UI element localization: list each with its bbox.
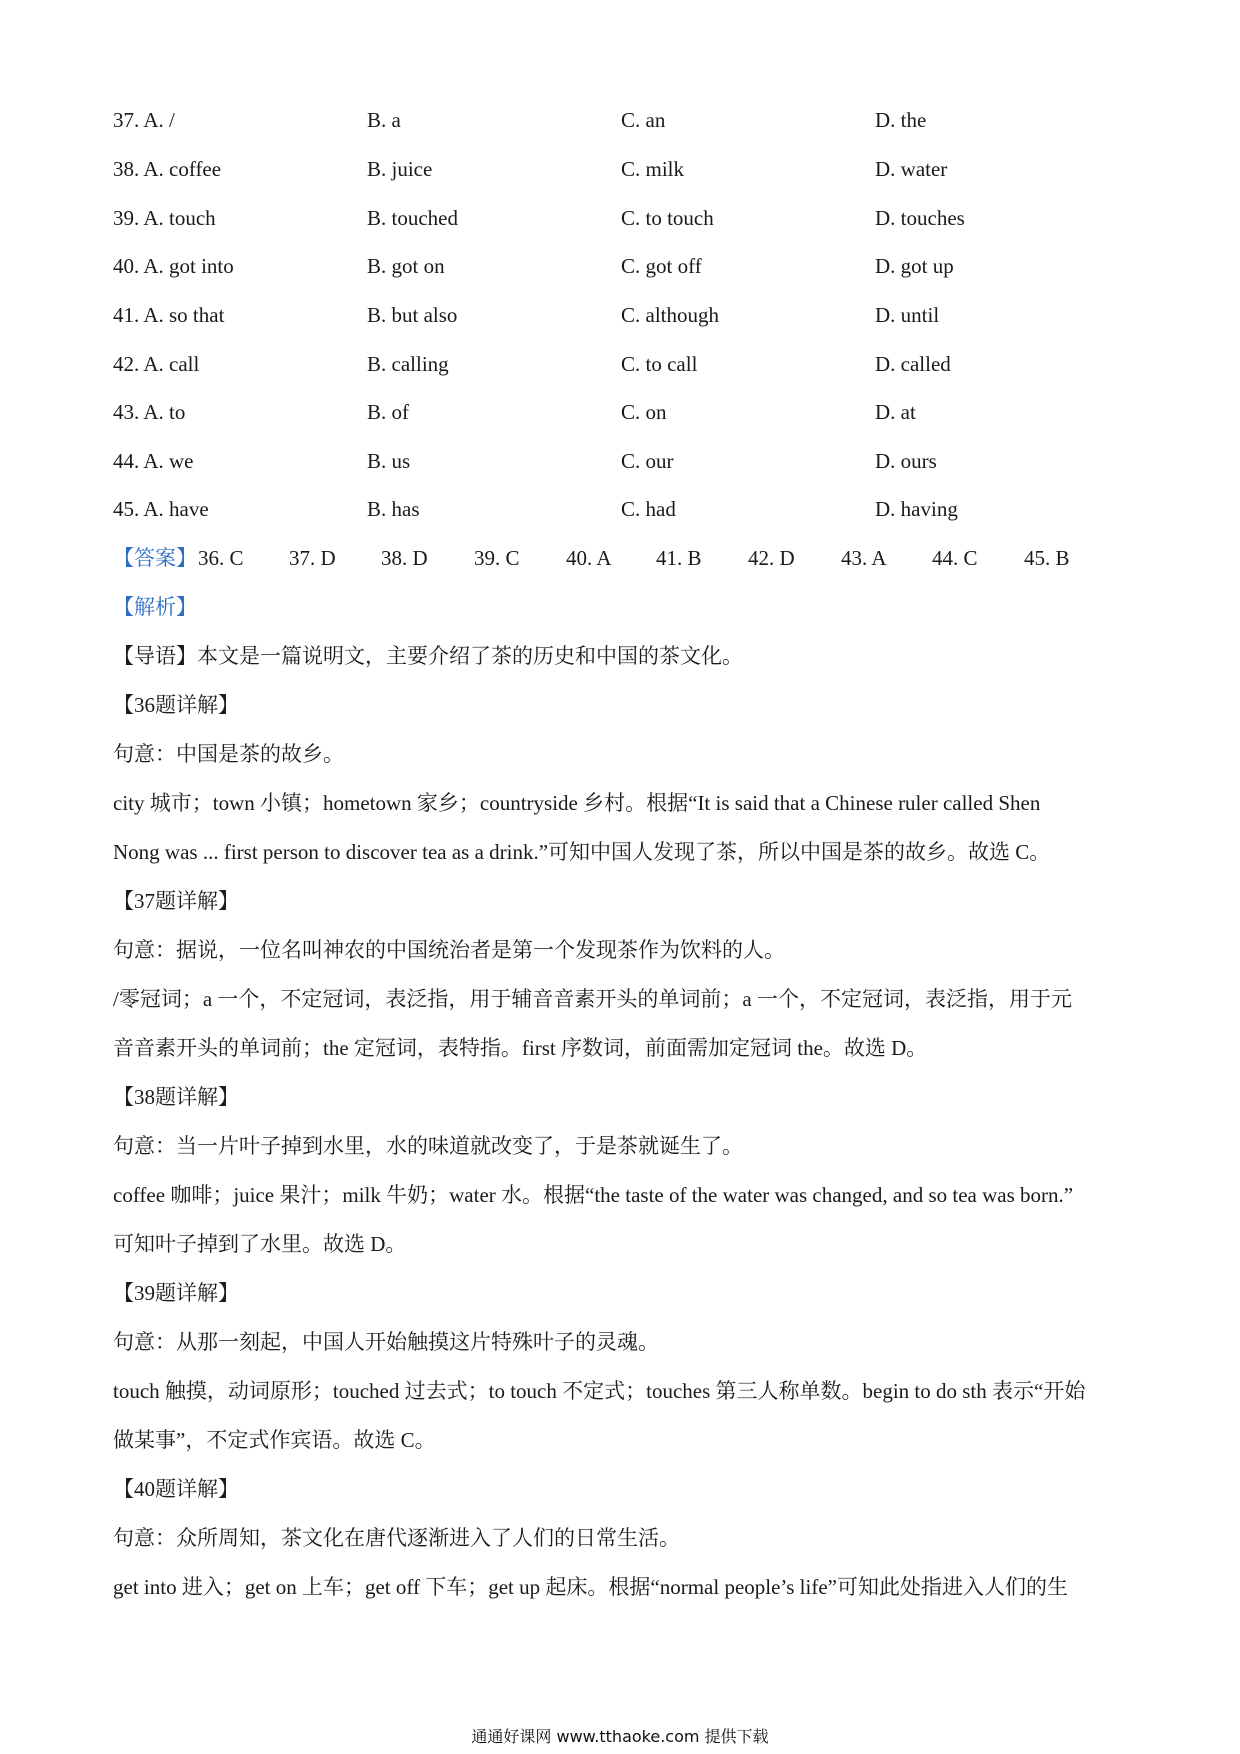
intro-line: 【导语】本文是一篇说明文，主要介绍了茶的历史和中国的茶文化。 xyxy=(113,644,743,668)
explanation-line: Nong was ... first person to discover tea as a drink.”可知中国人发现了茶，所以中国是茶的故乡。故选 C。 xyxy=(113,840,1051,864)
explanation-line: 做某事”，不定式作宾语。故选 C。 xyxy=(113,1428,436,1452)
option-b: B. touched xyxy=(367,206,458,230)
option-d: D. water xyxy=(875,157,948,181)
option-a: 43. A. to xyxy=(113,400,186,424)
option-b: B. a xyxy=(367,108,401,132)
option-c: C. to call xyxy=(621,352,698,376)
analysis-label: 【解析】 xyxy=(113,595,197,619)
answer-item: 36. C xyxy=(198,546,244,570)
option-c: C. our xyxy=(621,449,674,473)
sentence-meaning: 句意：据说，一位名叫神农的中国统治者是第一个发现茶作为饮料的人。 xyxy=(113,938,785,962)
option-b: B. juice xyxy=(367,157,433,181)
question-37-options xyxy=(113,100,1133,140)
option-b: B. but also xyxy=(367,303,458,327)
option-d: D. at xyxy=(875,400,916,424)
answer-item: 42. D xyxy=(748,546,795,570)
explanation-line: get into 进入；get on 上车；get off 下车；get up 起床。根据“normal people’s life”可知此处指进入人们的生 xyxy=(113,1575,1068,1599)
explanation-line: 音音素开头的单词前；the 定冠词，表特指。first 序数词，前面需加定冠词 the。故选 D。 xyxy=(113,1036,928,1060)
section-heading-38: 【38题详解】 xyxy=(113,1085,239,1109)
option-a: 37. A. / xyxy=(113,108,175,132)
option-b: B. has xyxy=(367,497,420,521)
sentence-meaning: 句意：众所周知，茶文化在唐代逐渐进入了人们的日常生活。 xyxy=(113,1526,680,1550)
sentence-meaning: 句意：从那一刻起，中国人开始触摸这片特殊叶子的灵魂。 xyxy=(113,1330,659,1354)
answer-item: 44. C xyxy=(932,546,978,570)
answer-key xyxy=(113,538,1133,578)
question-38-options xyxy=(113,149,1133,189)
option-c: C. got off xyxy=(621,254,702,278)
question-45-options xyxy=(113,489,1133,529)
section-heading-37: 【37题详解】 xyxy=(113,889,239,913)
option-a: 45. A. have xyxy=(113,497,209,521)
question-41-options xyxy=(113,295,1133,335)
option-c: C. an xyxy=(621,108,666,132)
explanation-line: touch 触摸，动词原形；touched 过去式；to touch 不定式；touches 第三人称单数。begin to do sth 表示“开始 xyxy=(113,1379,1086,1403)
answer-item: 37. D xyxy=(289,546,336,570)
answer-item: 39. C xyxy=(474,546,520,570)
option-a: 38. A. coffee xyxy=(113,157,222,181)
option-d: D. called xyxy=(875,352,951,376)
explanation-line: /零冠词；a 一个，不定冠词，表泛指，用于辅音音素开头的单词前；a 一个，不定冠词，表泛指，用于元 xyxy=(113,987,1072,1011)
option-d: D. ours xyxy=(875,449,937,473)
answer-item: 38. D xyxy=(381,546,428,570)
answer-item: 45. B xyxy=(1024,546,1070,570)
explanation-line: coffee 咖啡；juice 果汁；milk 牛奶；water 水。根据“the taste of the water was changed, and so tea was born.” xyxy=(113,1183,1074,1207)
option-d: D. got up xyxy=(875,254,954,278)
section-heading-40: 【40题详解】 xyxy=(113,1477,239,1501)
answer-item: 40. A xyxy=(566,546,612,570)
explanation-line: 可知叶子掉到了水里。故选 D。 xyxy=(113,1232,407,1256)
option-d: D. having xyxy=(875,497,958,521)
option-a: 42. A. call xyxy=(113,352,200,376)
question-40-options xyxy=(113,246,1133,286)
sentence-meaning: 句意：当一片叶子掉到水里，水的味道就改变了，于是茶就诞生了。 xyxy=(113,1134,743,1158)
footer-watermark: 通通好课网 www.tthaoke.com 提供下载 xyxy=(471,1727,769,1746)
option-b: B. got on xyxy=(367,254,445,278)
option-c: C. to touch xyxy=(621,206,714,230)
option-a: 39. A. touch xyxy=(113,206,216,230)
answer-item: 43. A xyxy=(841,546,887,570)
question-42-options xyxy=(113,344,1133,384)
option-a: 40. A. got into xyxy=(113,254,234,278)
question-44-options xyxy=(113,441,1133,481)
explanation-line: city 城市；town 小镇；hometown 家乡；countryside 乡村。根据“It is said that a Chinese ruler called Shen xyxy=(113,791,1041,815)
option-c: C. although xyxy=(621,303,719,327)
option-b: B. calling xyxy=(367,352,449,376)
option-c: C. had xyxy=(621,497,676,521)
question-39-options xyxy=(113,198,1133,238)
option-c: C. on xyxy=(621,400,667,424)
option-d: D. the xyxy=(875,108,927,132)
option-c: C. milk xyxy=(621,157,685,181)
option-b: B. of xyxy=(367,400,409,424)
option-d: D. touches xyxy=(875,206,965,230)
sentence-meaning: 句意：中国是茶的故乡。 xyxy=(113,742,344,766)
option-a: 44. A. we xyxy=(113,449,194,473)
question-43-options xyxy=(113,392,1133,432)
option-b: B. us xyxy=(367,449,411,473)
answer-label: 【答案】 xyxy=(113,546,197,570)
option-d: D. until xyxy=(875,303,940,327)
answer-item: 41. B xyxy=(656,546,702,570)
section-heading-39: 【39题详解】 xyxy=(113,1281,239,1305)
option-a: 41. A. so that xyxy=(113,303,225,327)
section-heading-36: 【36题详解】 xyxy=(113,693,239,717)
